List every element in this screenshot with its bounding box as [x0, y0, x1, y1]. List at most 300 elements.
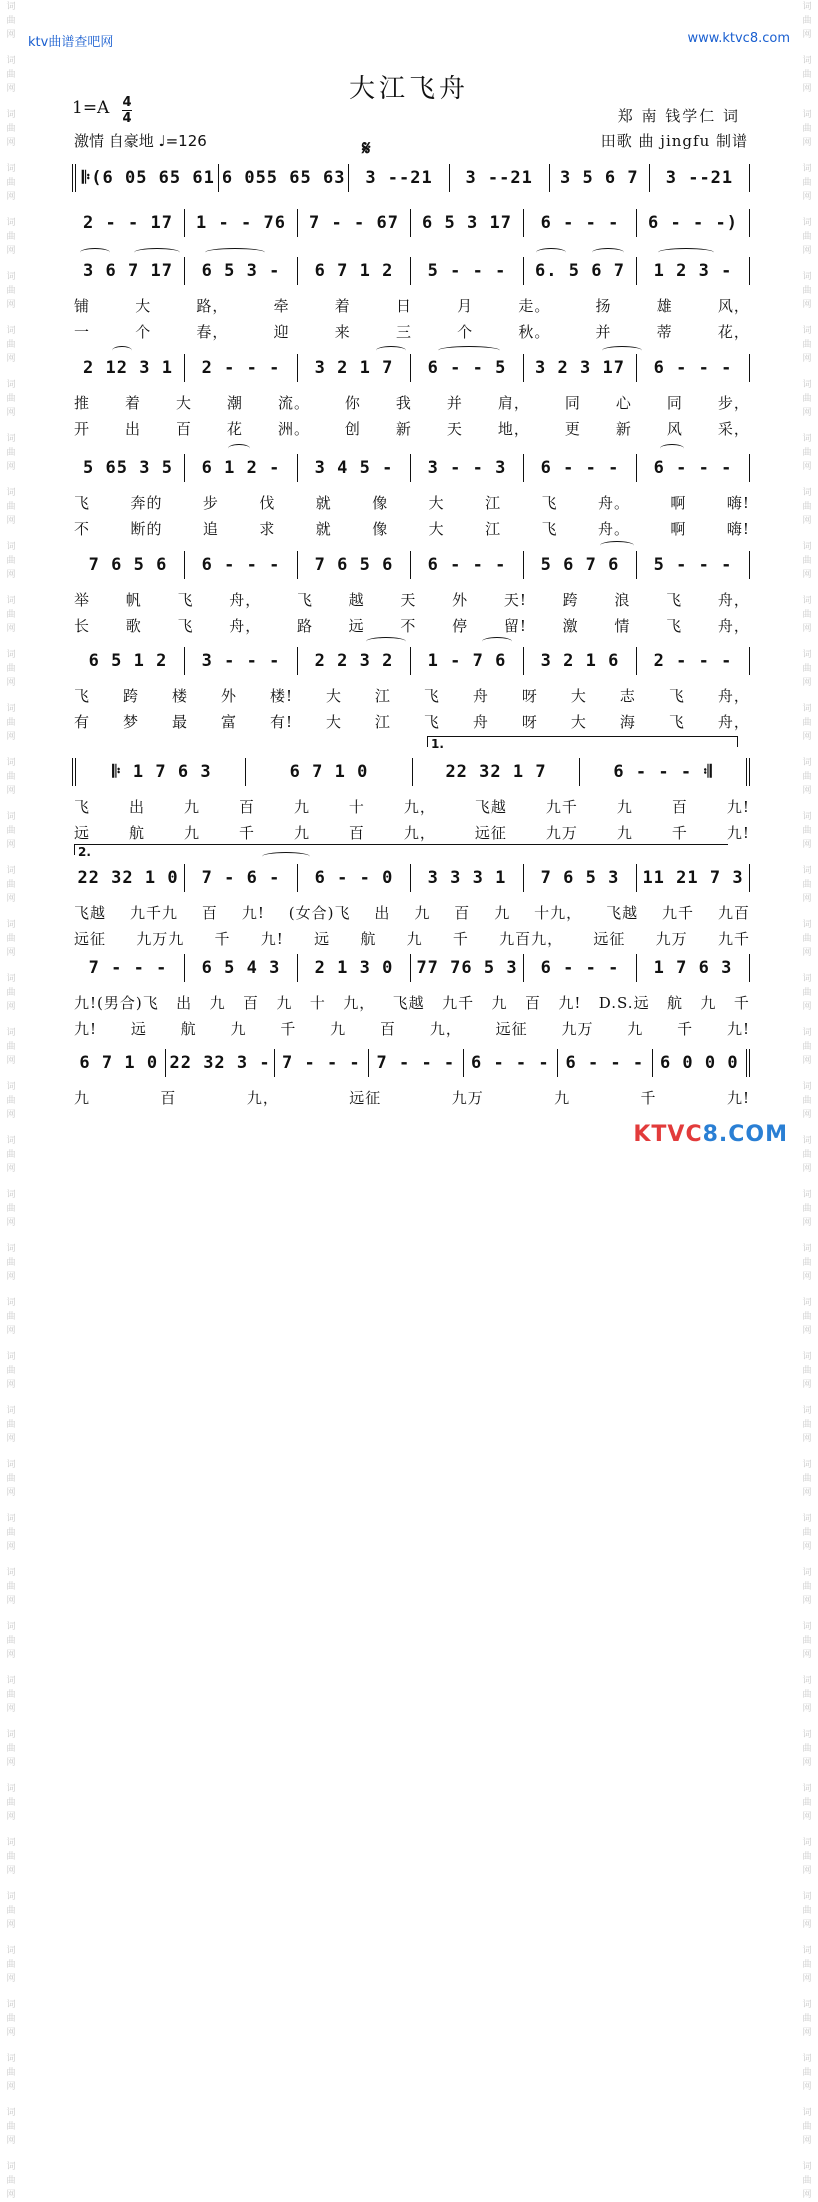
lyric-word: 花， [717, 323, 750, 341]
lyric-word: 大 [428, 520, 445, 538]
lyric-word: 一 [74, 323, 91, 341]
measure-notes: 6 7 1 0 [289, 762, 369, 782]
measure-notes: 2 12 3 1 [83, 358, 173, 378]
watermark-text: 词曲网 [6, 542, 16, 580]
time-sig-top: 4 [122, 95, 132, 110]
watermark-text: 词曲网 [802, 1730, 812, 1768]
lyric-word: 百 [524, 994, 541, 1012]
measure-notes: 3 --21 [365, 168, 433, 188]
measure [298, 954, 411, 982]
lyric-word: 日 [395, 297, 412, 315]
lyric-word: 飞越 [606, 904, 639, 922]
slur-mark [205, 248, 265, 257]
watermark-text: 词曲网 [6, 164, 16, 202]
measure-notes: 𝄆 1 7 6 3 [112, 762, 212, 782]
watermark-text: 词曲网 [6, 1514, 16, 1552]
lyric-word: 远征 [74, 930, 107, 948]
watermark-text: 词曲网 [6, 110, 16, 148]
lyric-word: 九， [246, 1089, 279, 1107]
measure [411, 551, 524, 579]
measure [166, 1049, 274, 1077]
lyric-word: 百 [160, 1089, 177, 1107]
lyric-word: 九 [627, 1020, 644, 1038]
lyric-word: 远征 [593, 930, 626, 948]
lyric-word: D.S.远 [598, 994, 650, 1012]
lyric-word: 江 [485, 520, 502, 538]
score-row [72, 207, 750, 239]
measure [464, 1049, 558, 1077]
lyric-word: 月 [457, 297, 474, 315]
lyric-word: 你 [344, 394, 361, 412]
song-title: 大江飞舟 [348, 74, 469, 104]
lyric-word: 九 [414, 904, 431, 922]
lyric-word: 千 [452, 930, 469, 948]
lyric-word: (女合)飞 [288, 904, 351, 922]
measure-notes: 2 1 3 0 [314, 958, 394, 978]
watermark-text: 词曲网 [802, 650, 812, 688]
measure [219, 164, 350, 192]
lyric-word: 求 [259, 520, 276, 538]
watermark-text: 词曲网 [802, 1514, 812, 1552]
volta-bracket: 2. [74, 844, 728, 855]
lyric-word: 九 [406, 930, 423, 948]
watermark-text: 词曲网 [6, 974, 16, 1012]
measure [72, 1049, 166, 1077]
lyric-word: 创 [344, 420, 361, 438]
lyric-word: 九 [616, 824, 633, 842]
slur-mark [660, 444, 684, 453]
watermark-text: 词曲网 [6, 1028, 16, 1066]
lyric-word: 千 [640, 1089, 657, 1107]
lyric-word: 飞 [666, 591, 683, 609]
lyric-word: 停 [452, 617, 469, 635]
measure-notes: 6 - - 5 [427, 358, 507, 378]
lyric-word: 舟 [472, 713, 489, 731]
lyric-word: 千 [733, 994, 750, 1012]
measure [637, 954, 750, 982]
segno-sign: 𝄋 [362, 136, 371, 160]
measure [411, 864, 524, 892]
measure [524, 954, 637, 982]
lyric-word: 航 [128, 824, 145, 842]
watermark-text: 词曲网 [802, 2108, 812, 2146]
measure [637, 864, 750, 892]
lyric-word: 九 [230, 1020, 247, 1038]
lyric-word: 富 [220, 713, 237, 731]
lyric-word: 九! [726, 798, 750, 816]
lyric-word: 舟， [717, 617, 750, 635]
lyric-word: 飞越 [74, 904, 107, 922]
measure-notes: 22 32 1 0 [77, 868, 179, 888]
measure-notes: 77 76 5 3 [416, 958, 518, 978]
watermark-text: 词曲网 [802, 974, 812, 1012]
lyric-word: 飞 [423, 713, 440, 731]
lyric-word: 九百 [717, 904, 750, 922]
measure [524, 354, 637, 382]
watermark-text: 词曲网 [6, 218, 16, 256]
measure [637, 257, 750, 285]
watermark-text: 词曲网 [802, 1406, 812, 1444]
lyric-word: 舟 [472, 687, 489, 705]
lyric-line [74, 492, 750, 513]
lyric-word: 地， [497, 420, 530, 438]
lyric-word: 采， [717, 420, 750, 438]
lyric-word: 九!(男合)飞 [74, 994, 159, 1012]
lyric-word: 九千 [442, 994, 475, 1012]
watermark-text: 词曲网 [6, 2108, 16, 2146]
slur-mark [602, 346, 642, 355]
measure-notes: 3 6 7 17 [83, 261, 173, 281]
measure [298, 209, 411, 237]
lyric-word: 伐 [259, 494, 276, 512]
time-sig-bottom: 4 [122, 111, 132, 126]
measure-notes: 7 6 5 6 [314, 555, 394, 575]
lyric-word: 歌 [125, 617, 142, 635]
watermark-text: 词曲网 [802, 1028, 812, 1066]
watermark-text: 词曲网 [802, 2000, 812, 2038]
watermark-text: 词曲网 [802, 272, 812, 310]
lyric-line [74, 1087, 750, 1108]
score-row [72, 645, 750, 677]
lyric-word: 留! [503, 617, 527, 635]
lyric-word: 牵 [273, 297, 290, 315]
watermark-text: 词曲网 [6, 272, 16, 310]
measure [524, 647, 637, 675]
lyric-word: 九! [74, 1020, 98, 1038]
watermark-text: 词曲网 [802, 2054, 812, 2092]
lyric-word: 嗨! [726, 520, 750, 538]
watermark-text: 词曲网 [6, 1406, 16, 1444]
lyric-word: 志 [619, 687, 636, 705]
slur-mark [376, 346, 406, 355]
lyric-word: 并 [446, 394, 463, 412]
lyric-line [74, 992, 750, 1013]
watermark-text: 词曲网 [6, 2, 16, 40]
watermark-text: 词曲网 [6, 2000, 16, 2038]
lyric-line [74, 295, 750, 316]
lyric-word: 九 [700, 994, 717, 1012]
lyric-word: 百 [242, 994, 259, 1012]
measure [411, 954, 524, 982]
lyric-word: 九 [183, 798, 200, 816]
watermark-text: 词曲网 [6, 380, 16, 418]
lyric-word: 长 [74, 617, 91, 635]
watermark-text: 词曲网 [802, 110, 812, 148]
lyric-word: 舟， [717, 687, 750, 705]
lyric-word: 楼 [171, 687, 188, 705]
measure [411, 209, 524, 237]
lyric-word: 飞 [177, 591, 194, 609]
lyric-word: 九! [260, 930, 284, 948]
measure [72, 551, 185, 579]
measure-notes: 6 - - - [540, 458, 620, 478]
lyric-line [74, 321, 750, 342]
lyric-word: 远征 [349, 1089, 382, 1107]
slur-mark [438, 346, 500, 355]
measure-notes: 6 - - - [427, 555, 507, 575]
lyric-word: 天 [400, 591, 417, 609]
measure-notes: 7 - - - [376, 1053, 456, 1073]
lyric-word: 帆 [125, 591, 142, 609]
measure [524, 864, 637, 892]
slur-mark [80, 248, 110, 257]
watermark-text: 词曲网 [802, 326, 812, 364]
logo-part-a: KTVC [633, 1122, 703, 1147]
lyric-word: 情 [614, 617, 631, 635]
measure-notes: 6 5 4 3 [201, 958, 281, 978]
lyric-word: 飞 [296, 591, 313, 609]
measure [185, 864, 298, 892]
lyric-word: 千 [677, 1020, 694, 1038]
lyric-word: 九 [293, 798, 310, 816]
watermark-text: 词曲网 [6, 812, 16, 850]
site-logo [633, 1122, 788, 1147]
lyric-line [74, 589, 750, 610]
measure [72, 954, 185, 982]
measure-notes: 5 65 3 5 [83, 458, 173, 478]
measure-notes: 6 0 0 0 [659, 1053, 739, 1073]
measure-notes: 2 - - - [201, 358, 281, 378]
watermark-text: 词曲网 [6, 488, 16, 526]
time-signature [122, 96, 132, 125]
lyric-word: 飞 [541, 494, 558, 512]
watermark-text: 词曲网 [6, 1622, 16, 1660]
measure [185, 647, 298, 675]
measure [72, 257, 185, 285]
measure [298, 647, 411, 675]
measure-notes: 6 7 1 2 [314, 261, 394, 281]
lyric-word: 九 [616, 798, 633, 816]
lyric-word: 个 [457, 323, 474, 341]
slur-mark [536, 248, 566, 257]
tempo-marking: 激情 自豪地 ♩=126 [74, 132, 207, 150]
lyric-word: 舟。 [597, 494, 630, 512]
measure-notes: 6 055 65 63 [221, 168, 346, 188]
lyric-word: 九万 [561, 1020, 594, 1038]
lyric-word: 啊 [670, 520, 687, 538]
slur-mark [112, 346, 132, 355]
watermark-text: 词曲网 [802, 434, 812, 472]
lyric-word: 三 [395, 323, 412, 341]
lyric-word: 千 [280, 1020, 297, 1038]
lyric-word: 潮 [226, 394, 243, 412]
lyric-word: 九 [494, 904, 511, 922]
watermark-text: 词曲网 [6, 1352, 16, 1390]
lyric-word: 大 [135, 297, 152, 315]
lyric-word: 天 [446, 420, 463, 438]
lyric-word: 像 [372, 494, 389, 512]
lyric-word: 呀 [521, 687, 538, 705]
watermark-text: 词曲网 [6, 1082, 16, 1120]
lyric-word: 九 [276, 994, 293, 1012]
lyric-word: 路， [196, 297, 229, 315]
slur-mark [262, 852, 310, 861]
watermark-text: 词曲网 [802, 920, 812, 958]
watermark-text: 词曲网 [802, 488, 812, 526]
watermark-text: 词曲网 [802, 2162, 812, 2200]
lyric-word: 秋。 [518, 323, 551, 341]
measure [637, 551, 750, 579]
lyric-line [74, 418, 750, 439]
lyric-word: 九万 [545, 824, 578, 842]
lyric-word: 最 [171, 713, 188, 731]
lyric-word: 来 [334, 323, 351, 341]
start-barline [72, 164, 79, 192]
measure [524, 454, 637, 482]
lyric-word: 九! [726, 1089, 750, 1107]
measure-notes: 7 6 5 3 [540, 868, 620, 888]
lyric-word: 出 [374, 904, 391, 922]
lyric-word: 有 [74, 713, 91, 731]
lyric-word: 推 [74, 394, 91, 412]
lyric-word: 并 [595, 323, 612, 341]
watermark-text: 词曲网 [6, 434, 16, 472]
lyric-word: 断的 [130, 520, 163, 538]
lyric-word: 百 [201, 904, 218, 922]
lyric-word: 激 [562, 617, 579, 635]
watermark-text: 词曲网 [6, 596, 16, 634]
lyric-word: 心 [615, 394, 632, 412]
lyric-word: 新 [395, 420, 412, 438]
score-row [72, 862, 750, 894]
lyric-word: 九 [74, 1089, 91, 1107]
lyric-word: 像 [372, 520, 389, 538]
lyric-word: 飞 [74, 798, 91, 816]
watermark-text: 词曲网 [6, 1190, 16, 1228]
lyric-word: 有! [269, 713, 293, 731]
watermark-strip-right [800, 0, 814, 2200]
measure [650, 164, 750, 192]
watermark-text: 词曲网 [802, 542, 812, 580]
measure-notes: 6 - - - 𝄇 [613, 762, 713, 782]
measure-notes: 6. 5 6 7 [535, 261, 625, 281]
lyric-word: 我 [395, 394, 412, 412]
score-row [72, 452, 750, 484]
watermark-text: 词曲网 [802, 1352, 812, 1390]
lyric-word: 步 [202, 494, 219, 512]
watermark-text: 词曲网 [802, 1082, 812, 1120]
watermark-text: 词曲网 [6, 2054, 16, 2092]
lyric-word: 雄 [656, 297, 673, 315]
measure-notes: 7 - - - [282, 1053, 361, 1073]
measure-notes: 22 32 1 7 [445, 762, 547, 782]
lyric-word: 九千 [662, 904, 695, 922]
lyric-word: 远 [74, 824, 91, 842]
measure-notes: 6 5 3 17 [422, 213, 512, 233]
watermark-text: 词曲网 [802, 866, 812, 904]
lyric-word: 舟， [717, 713, 750, 731]
lyric-word: 舟。 [597, 520, 630, 538]
measure [185, 954, 298, 982]
measure-notes: 3 2 1 7 [314, 358, 394, 378]
lyricist-credit: 郑 南 钱学仁 词 [617, 107, 740, 125]
lyric-word: 江 [485, 494, 502, 512]
lyric-word: 江 [374, 687, 391, 705]
measure-notes: 6 5 1 2 [88, 651, 168, 671]
lyric-word: 九 [209, 994, 226, 1012]
measure-notes: 6 5 3 - [201, 261, 281, 281]
lyric-word: 九千九 [129, 904, 178, 922]
lyric-word: 扬 [595, 297, 612, 315]
measure [246, 758, 413, 786]
measure [653, 1049, 750, 1077]
slur-mark [592, 248, 624, 257]
measure-notes: 2 2 3 2 [314, 651, 394, 671]
watermark-text: 词曲网 [6, 2162, 16, 2200]
lyric-word: 外 [220, 687, 237, 705]
measure [637, 209, 750, 237]
lyric-word: 九百九， [499, 930, 564, 948]
lyric-word: 远征 [495, 1020, 528, 1038]
lyric-word: 个 [135, 323, 152, 341]
measure-notes: 1 - 7 6 [427, 651, 507, 671]
watermark-text: 词曲网 [6, 1946, 16, 1984]
measure-notes: 3 - - 3 [427, 458, 507, 478]
lyric-word: 千 [238, 824, 255, 842]
lyric-word: 飞 [423, 687, 440, 705]
score-row [72, 952, 750, 984]
measure [550, 164, 650, 192]
watermark-text: 词曲网 [6, 1730, 16, 1768]
measure [411, 647, 524, 675]
lyric-word: 就 [315, 520, 332, 538]
watermark-text: 词曲网 [6, 1676, 16, 1714]
lyric-word: 远 [348, 617, 365, 635]
measure [369, 1049, 463, 1077]
lyric-word: 着 [334, 297, 351, 315]
site-url-right[interactable]: www.ktvc8.com [687, 31, 790, 46]
measure [185, 454, 298, 482]
lyric-word: 百 [454, 904, 471, 922]
measure-notes: 5 6 7 6 [540, 555, 620, 575]
site-name-left[interactable]: ktv曲谱查吧网 [28, 35, 114, 50]
lyric-line [74, 711, 750, 732]
lyric-word: 飞越 [392, 994, 425, 1012]
lyric-word: 花 [226, 420, 243, 438]
slur-mark [228, 444, 250, 453]
lyric-word: 大 [175, 394, 192, 412]
lyric-word: 海 [619, 713, 636, 731]
lyric-line [74, 392, 750, 413]
measure [185, 257, 298, 285]
lyric-word: 百 [348, 824, 365, 842]
composer-credit: 田歌 曲 jingfu 制谱 [600, 132, 748, 150]
lyric-word: 飞 [177, 617, 194, 635]
start-barline [72, 758, 79, 786]
measure [349, 164, 449, 192]
lyric-word: 十 [348, 798, 365, 816]
measure [450, 164, 550, 192]
lyric-word: 九万 [451, 1089, 484, 1107]
lyric-word: 远 [130, 1020, 147, 1038]
measure-notes: 6 - - 0 [314, 868, 394, 888]
measure-notes: 3 2 1 6 [540, 651, 620, 671]
measure [298, 354, 411, 382]
measure [298, 257, 411, 285]
lyric-line [74, 928, 750, 949]
measure-notes: 2 - - 17 [83, 213, 173, 233]
measure-notes: 22 32 3 - [169, 1053, 271, 1073]
score-row [72, 255, 750, 287]
lyric-word: 九! [726, 824, 750, 842]
lyric-line [74, 902, 750, 923]
lyric-word: 飞 [541, 520, 558, 538]
lyric-word: 洲。 [277, 420, 310, 438]
watermark-text: 词曲网 [802, 1946, 812, 1984]
lyric-line [74, 796, 750, 817]
lyric-word: 路 [296, 617, 313, 635]
key-signature: 1=A [72, 98, 110, 118]
